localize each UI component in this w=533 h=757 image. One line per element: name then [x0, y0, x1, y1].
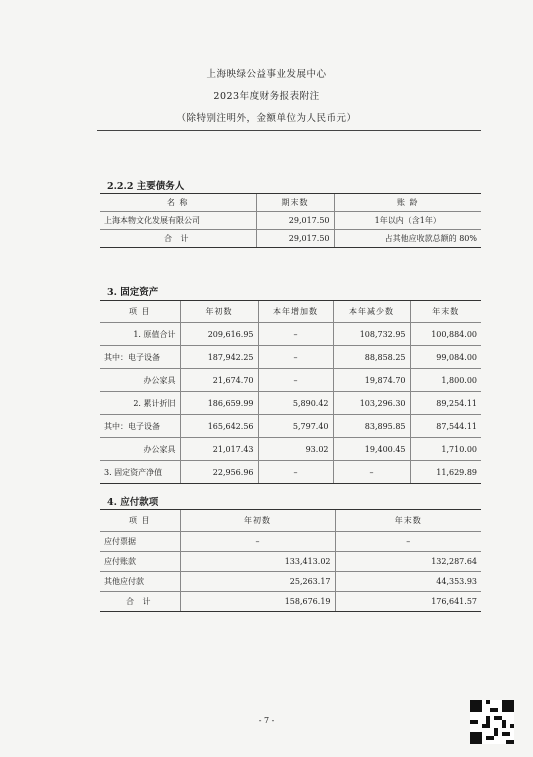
value-cell: 83,895.85 — [333, 415, 410, 438]
debtors-table — [100, 193, 481, 248]
table-row — [100, 415, 481, 438]
value-cell: 100,884.00 — [410, 323, 481, 346]
value-cell: 87,544.11 — [410, 415, 481, 438]
column-header: 年末数 — [410, 301, 481, 323]
table-row — [100, 572, 481, 592]
value-cell: 21,674.70 — [180, 369, 258, 392]
item-label: 1. 原值合计 — [100, 323, 180, 346]
value-cell: 11,629.89 — [410, 461, 481, 484]
page-number: - 7 - — [258, 716, 275, 725]
table-row — [100, 392, 481, 415]
value-cell: 187,942.25 — [180, 346, 258, 369]
item-label: 其中：电子设备 — [100, 415, 180, 438]
table-header-row — [100, 510, 481, 532]
table-row-total — [100, 230, 481, 248]
org-name: 上海映绿公益事业发展中心 — [206, 69, 327, 80]
column-header: 年初数 — [180, 301, 258, 323]
value-cell: 158,676.19 — [180, 592, 335, 612]
value-cell: 25,263.17 — [180, 572, 335, 592]
table-header-row — [100, 301, 481, 323]
column-header: 项 目 — [100, 510, 180, 532]
section-title-fixed-assets: 3. 固定资产 — [107, 287, 159, 298]
value-cell: 5,890.42 — [258, 392, 333, 415]
value-cell: 5,797.40 — [258, 415, 333, 438]
section-title-payables: 4. 应付款项 — [107, 497, 159, 508]
value-cell: 186,659.99 — [180, 392, 258, 415]
table-row — [100, 532, 481, 552]
total-label: 合 计 — [100, 592, 180, 612]
item-label: 其中：电子设备 — [100, 346, 180, 369]
value-cell: 209,616.95 — [180, 323, 258, 346]
value-cell: 19,400.45 — [333, 438, 410, 461]
column-header: 账 龄 — [334, 194, 481, 212]
value-cell: – — [258, 346, 333, 369]
item-label: 应付票据 — [100, 532, 180, 552]
aging-cell: 1年以内（含1年） — [334, 212, 481, 230]
column-header: 年初数 — [180, 510, 335, 532]
value-cell: 132,287.64 — [335, 552, 481, 572]
value-cell: – — [258, 461, 333, 484]
item-label: 应付账款 — [100, 552, 180, 572]
value-cell: 19,874.70 — [333, 369, 410, 392]
value-cell: 89,254.11 — [410, 392, 481, 415]
value-cell: 44,353.93 — [335, 572, 481, 592]
item-label: 3. 固定资产净值 — [100, 461, 180, 484]
column-header: 期末数 — [256, 194, 334, 212]
column-header: 名 称 — [100, 194, 256, 212]
header-rule — [97, 130, 481, 131]
amount-cell: 29,017.50 — [256, 230, 334, 248]
fixed-assets-table — [100, 300, 481, 484]
value-cell: 176,641.57 — [335, 592, 481, 612]
total-label: 合 计 — [100, 230, 256, 248]
table-row-total — [100, 592, 481, 612]
table-row — [100, 346, 481, 369]
column-header: 项 目 — [100, 301, 180, 323]
item-label: 办公家具 — [100, 369, 180, 392]
column-header: 本年增加数 — [258, 301, 333, 323]
column-header: 年末数 — [335, 510, 481, 532]
value-cell: 165,642.56 — [180, 415, 258, 438]
value-cell: – — [258, 369, 333, 392]
amount-cell: 29,017.50 — [256, 212, 334, 230]
payables-table — [100, 509, 481, 612]
table-row-total — [100, 461, 481, 484]
value-cell: 1,710.00 — [410, 438, 481, 461]
item-label: 2. 累计折旧 — [100, 392, 180, 415]
value-cell: – — [333, 461, 410, 484]
qr-code-icon — [470, 700, 514, 744]
item-label: 办公家具 — [100, 438, 180, 461]
value-cell: 99,084.00 — [410, 346, 481, 369]
debtor-name: 上海本物文化发展有限公司 — [100, 212, 256, 230]
section-title-debtors: 2.2.2 主要债务人 — [107, 181, 185, 192]
table-row — [100, 369, 481, 392]
aging-cell: 占其他应收款总额的 80% — [334, 230, 481, 248]
value-cell: – — [335, 532, 481, 552]
table-row — [100, 438, 481, 461]
table-row — [100, 552, 481, 572]
table-row — [100, 323, 481, 346]
value-cell: 108,732.95 — [333, 323, 410, 346]
value-cell: – — [180, 532, 335, 552]
item-label: 其他应付款 — [100, 572, 180, 592]
value-cell: 21,017.43 — [180, 438, 258, 461]
value-cell: 22,956.96 — [180, 461, 258, 484]
report-title: 2023年度财务报表附注 — [213, 91, 320, 102]
table-row — [100, 212, 481, 230]
currency-note: （除特别注明外，金额单位为人民币元） — [176, 113, 357, 124]
value-cell: 103,296.30 — [333, 392, 410, 415]
value-cell: 93.02 — [258, 438, 333, 461]
value-cell: 88,858.25 — [333, 346, 410, 369]
column-header: 本年减少数 — [333, 301, 410, 323]
table-header-row — [100, 194, 481, 212]
value-cell: 1,800.00 — [410, 369, 481, 392]
value-cell: 133,413.02 — [180, 552, 335, 572]
value-cell: – — [258, 323, 333, 346]
